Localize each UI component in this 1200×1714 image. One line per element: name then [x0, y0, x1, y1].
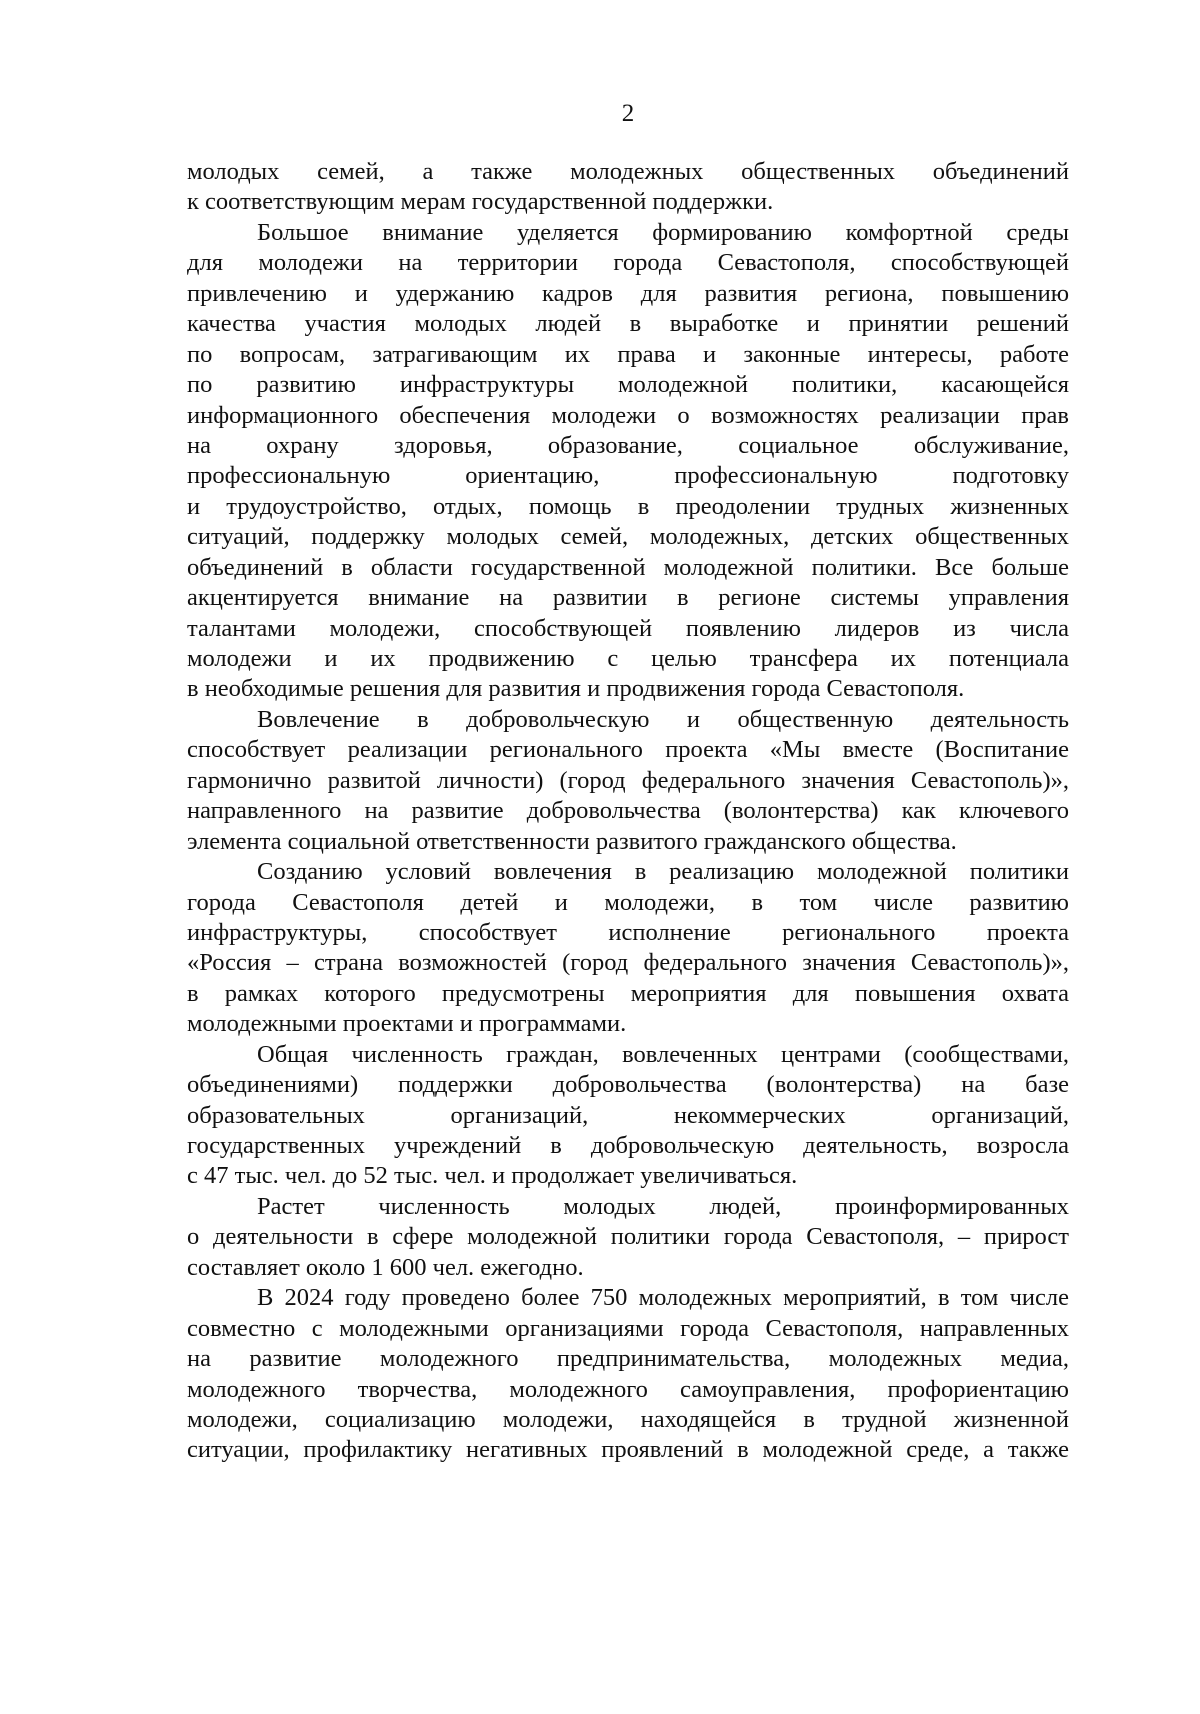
text-line: качества участия молодых людей в выработке и принятии решений [187, 310, 1069, 338]
paragraph [187, 705, 1069, 857]
text-line: инфраструктуры, способствует исполнение регионального проекта [187, 918, 1069, 946]
text-line: по вопросам, затрагивающим их права и законные интересы, работе [187, 340, 1069, 368]
text-line: на развитие молодежного предпринимательства, молодежных медиа, [187, 1345, 1069, 1373]
text-line: образовательных организаций, некоммерческих организаций, [187, 1101, 1069, 1129]
text-line: для молодежи на территории города Севастополя, способствующей [187, 249, 1069, 277]
text-line: молодежного творчества, молодежного самоуправления, профориентацию [187, 1375, 1069, 1403]
text-line: совместно с молодежными организациями города Севастополя, направленных [187, 1314, 1069, 1342]
text-line: к соответствующим мерам государственной поддержки. [187, 188, 774, 216]
text-line: молодежи, социализацию молодежи, находящейся в трудной жизненной [187, 1405, 1069, 1433]
text-line: молодежи и их продвижению с целью трансфера их потенциала [187, 645, 1069, 672]
text-line: государственных учреждений в добровольческую деятельность, возросла [187, 1132, 1069, 1159]
text-line: с 47 тыс. чел. до 52 тыс. чел. и продолжает увеличиваться. [187, 1162, 798, 1190]
text-line: В 2024 году проведено более 750 молодежных мероприятий, в том числе [257, 1284, 1069, 1312]
text-line: «Россия – страна возможностей (город федерального значения Севастополь)», [187, 949, 1069, 977]
text-line: города Севастополя детей и молодежи, в том числе развитию [187, 888, 1069, 916]
text-line: объединениями) поддержки добровольчества (волонтерства) на базе [187, 1071, 1069, 1099]
text-line: в рамках которого предусмотрены мероприятия для повышения охвата [187, 979, 1069, 1007]
text-line: Растет численность молодых людей, проинформированных [257, 1192, 1069, 1220]
text-line: по развитию инфраструктуры молодежной политики, касающейся [187, 371, 1069, 399]
text-line: Большое внимание уделяется формированию комфортной среды [257, 218, 1069, 246]
text-line: в необходимые решения для развития и продвижения города Севастополя. [187, 675, 965, 703]
paragraph [187, 1040, 1069, 1192]
text-line: ситуации, профилактику негативных проявлений в молодежной среде, а также [187, 1436, 1069, 1464]
text-line: ситуаций, поддержку молодых семей, молодежных, детских общественных [187, 523, 1069, 551]
text-line: Созданию условий вовлечения в реализацию молодежной политики [257, 858, 1069, 886]
text-line: о деятельности в сфере молодежной политики города Севастополя, – прирост [187, 1223, 1069, 1251]
text-line: объединений в области государственной молодежной политики. Все больше [187, 553, 1069, 581]
text-line: элемента социальной ответственности развитого гражданского общества. [187, 827, 957, 855]
text-line: на охрану здоровья, образование, социальное обслуживание, [187, 431, 1069, 459]
text-line: направленного на развитие добровольчества (волонтерства) как ключевого [187, 797, 1069, 825]
page-number: 2 [621, 100, 635, 127]
text-line: молодых семей, а также молодежных общественных объединений [187, 158, 1069, 185]
text-line: акцентируется внимание на развитии в регионе системы управления [187, 584, 1069, 612]
document-body [187, 157, 1069, 1466]
text-line: талантами молодежи, способствующей появлению лидеров из числа [187, 614, 1069, 642]
paragraph [187, 1283, 1069, 1466]
text-line: Общая численность граждан, вовлеченных центрами (сообществами, [257, 1040, 1069, 1068]
paragraph [187, 857, 1069, 1040]
text-line: Вовлечение в добровольческую и общественную деятельность [257, 705, 1069, 733]
paragraph [187, 157, 1069, 218]
text-line: привлечению и удержанию кадров для развития региона, повышению [187, 279, 1069, 307]
text-line: молодежными проектами и программами. [187, 1010, 627, 1038]
text-line: составляет около 1 600 чел. ежегодно. [187, 1253, 584, 1281]
text-line: информационного обеспечения молодежи о возможностях реализации прав [187, 401, 1069, 429]
paragraph [187, 218, 1069, 705]
text-line: гармонично развитой личности) (город федерального значения Севастополь)», [187, 766, 1069, 794]
text-line: способствует реализации регионального проекта «Мы вместе (Воспитание [187, 736, 1069, 764]
text-line: и трудоустройство, отдых, помощь в преодолении трудных жизненных [187, 492, 1069, 520]
text-line: профессиональную ориентацию, профессиональную подготовку [187, 462, 1069, 490]
paragraph [187, 1192, 1069, 1283]
